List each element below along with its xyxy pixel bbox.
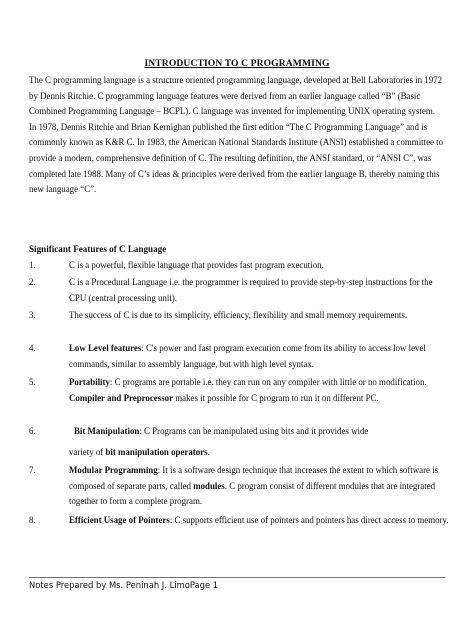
document-title: INTRODUCTION TO C PROGRAMMING (144, 58, 330, 69)
list-item-number: 7. (29, 465, 36, 475)
intro-text (29, 73, 447, 198)
feature-text: : C programs are portable i.e. they can run on any compiler with little or no modification. (109, 377, 427, 387)
feature-text: C is a powerful, flexible language that provides fast program execution. (69, 260, 324, 270)
feature-text: : C Programs can be manipulated using bits and it provides wide (139, 426, 369, 436)
list-item-number: 3. (29, 310, 36, 320)
list-item-text (69, 258, 449, 274)
feature-title: Low Level features (69, 343, 142, 353)
list-item-number: 6. (29, 426, 36, 436)
list-item-number: 1. (29, 260, 36, 270)
feature-title-2: Compiler and Preprocessor (69, 392, 174, 403)
feature-text: : C supports efficient use of pointers and pointers has direct access to memory. (169, 515, 449, 525)
list-item-text (74, 424, 454, 440)
features-heading: Significant Features of C Language (29, 244, 167, 254)
feature-text: C is a Procedural Language i.e. the programmer is required to provide step-by-step instructions for the CPU (central processing unit). (69, 277, 433, 303)
feature-title: Portability (69, 377, 110, 387)
list-item-text (69, 308, 449, 324)
feature-title-2: modules (193, 480, 225, 491)
feature-emphasis: bit manipulation operators (105, 447, 208, 457)
feature-text-prefix: variety of (69, 447, 106, 457)
feature-title: Modular Programming (69, 465, 158, 475)
list-item-text (69, 275, 449, 306)
feature-title: Bit Manipulation (74, 426, 140, 436)
intro-paragraph-1: The C programming language is a structure oriented programming language, developed at Bell Laboratories in 1972 by Dennis Ritchie. C programming language features were derived from an earlier language called “B” (Basic Combined Programming Language – BCPL). C language was invented for implementing UNIX operating system. (29, 75, 443, 117)
list-item-number: 5. (29, 377, 36, 387)
list-item-number: 2. (29, 277, 36, 287)
feature-text-2: . C program consist of different modules that are integrated together to form a complete program. (69, 480, 436, 507)
feature-text-suffix: . (207, 447, 210, 457)
list-item-text (69, 513, 449, 529)
list-item-number: 8. (29, 515, 36, 525)
list-item-text (69, 341, 449, 372)
list-item-text-line-2 (69, 445, 449, 461)
list-item-number: 4. (29, 343, 36, 353)
feature-text: : It is a software design technique that increases the extent to which software is composed of separate parts, called (69, 465, 439, 491)
list-item-text (69, 463, 449, 510)
intro-paragraph-2: In 1978, Dennis Ritchie and Brian Kernighan published the first edition “The C Programming Language” and is commonly known as K&R C. In 1983, the American National Standards Institute (ANSI) established a committee to provide a modern, comprehensive definition of C. The resulting definition, the ANSI standard, or “ANSI C”, was completed late 1988. Many of C’s ideas & principles were derived from the earlier language B, thereby naming this new language “C”. (29, 121, 444, 195)
feature-title: Efficient Usage of Pointers (69, 515, 170, 525)
feature-text: The success of C is due to its simplicity, efficiency, flexibility and small memory requirements. (69, 310, 408, 320)
feature-text-2: makes it possible for C program to run it on different PC. (173, 392, 379, 403)
page-footer: Notes Prepared by Ms. Peninah J. LimoPage 1 (29, 580, 219, 590)
footer-rule (29, 577, 445, 578)
feature-text: : C's power and fast program execution come from its ability to access low level commands, similar to assembly language, but with high level syntax. (69, 343, 426, 369)
list-item-text (69, 375, 449, 406)
